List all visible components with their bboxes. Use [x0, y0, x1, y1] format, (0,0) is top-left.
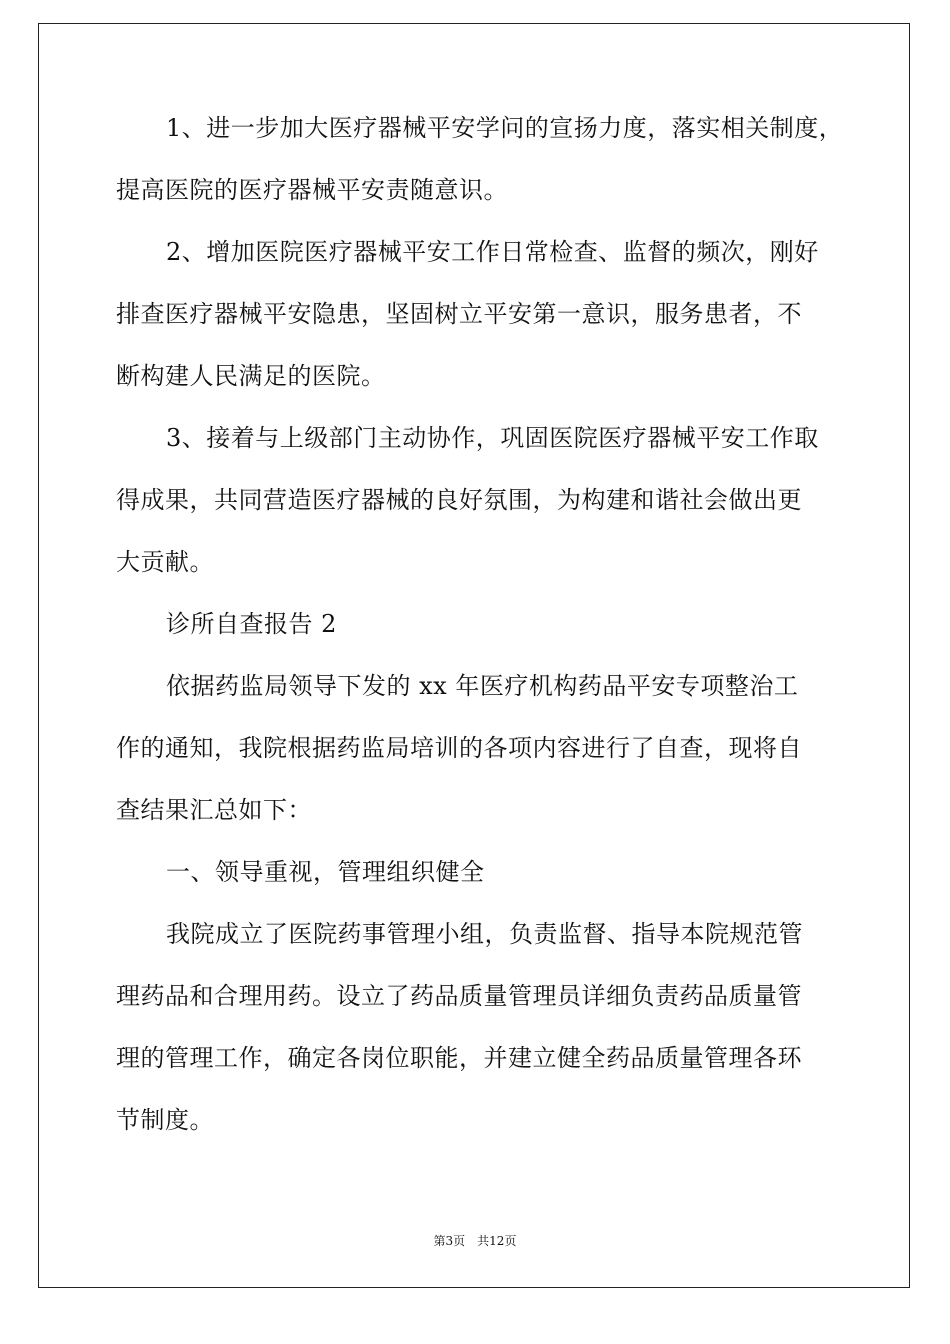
- paragraph-line: 排查医疗器械平安隐患，坚固树立平安第一意识，服务患者，不: [116, 300, 802, 328]
- paragraph-line: 大贡献。: [116, 548, 214, 576]
- paragraph-line: 节制度。: [116, 1106, 214, 1134]
- page-number: 第3页: [433, 1234, 466, 1248]
- page-footer: [0, 1232, 950, 1249]
- subsection-heading: 一、领导重视，管理组织健全: [166, 858, 485, 886]
- paragraph-line: 理的管理工作，确定各岗位职能，并建立健全药品质量管理各环: [116, 1044, 802, 1072]
- page-total: 共12页: [477, 1234, 517, 1248]
- paragraph-line: 1、进一步加大医疗器械平安学问的宣扬力度，落实相关制度，: [166, 114, 844, 142]
- paragraph-line: 提高医院的医疗器械平安责随意识。: [116, 176, 508, 204]
- paragraph-line: 3、接着与上级部门主动协作，巩固医院医疗器械平安工作取: [166, 424, 819, 452]
- paragraph-line: 得成果，共同营造医疗器械的良好氛围，为构建和谐社会做出更: [116, 486, 802, 514]
- paragraph-line: 2、增加医院医疗器械平安工作日常检查、监督的频次，刚好: [166, 238, 819, 266]
- paragraph-line: 断构建人民满足的医院。: [116, 362, 386, 390]
- paragraph-line: 查结果汇总如下：: [116, 796, 312, 824]
- section-heading: 诊所自查报告 2: [166, 610, 337, 638]
- paragraph-line: 作的通知，我院根据药监局培训的各项内容进行了自查，现将自: [116, 734, 802, 762]
- paragraph-line: 理药品和合理用药。设立了药品质量管理员详细负责药品质量管: [116, 982, 802, 1010]
- paragraph-line: 依据药监局领导下发的 xx 年医疗机构药品平安专项整治工: [166, 672, 799, 700]
- paragraph-line: 我院成立了医院药事管理小组，负责监督、指导本院规范管: [166, 920, 803, 948]
